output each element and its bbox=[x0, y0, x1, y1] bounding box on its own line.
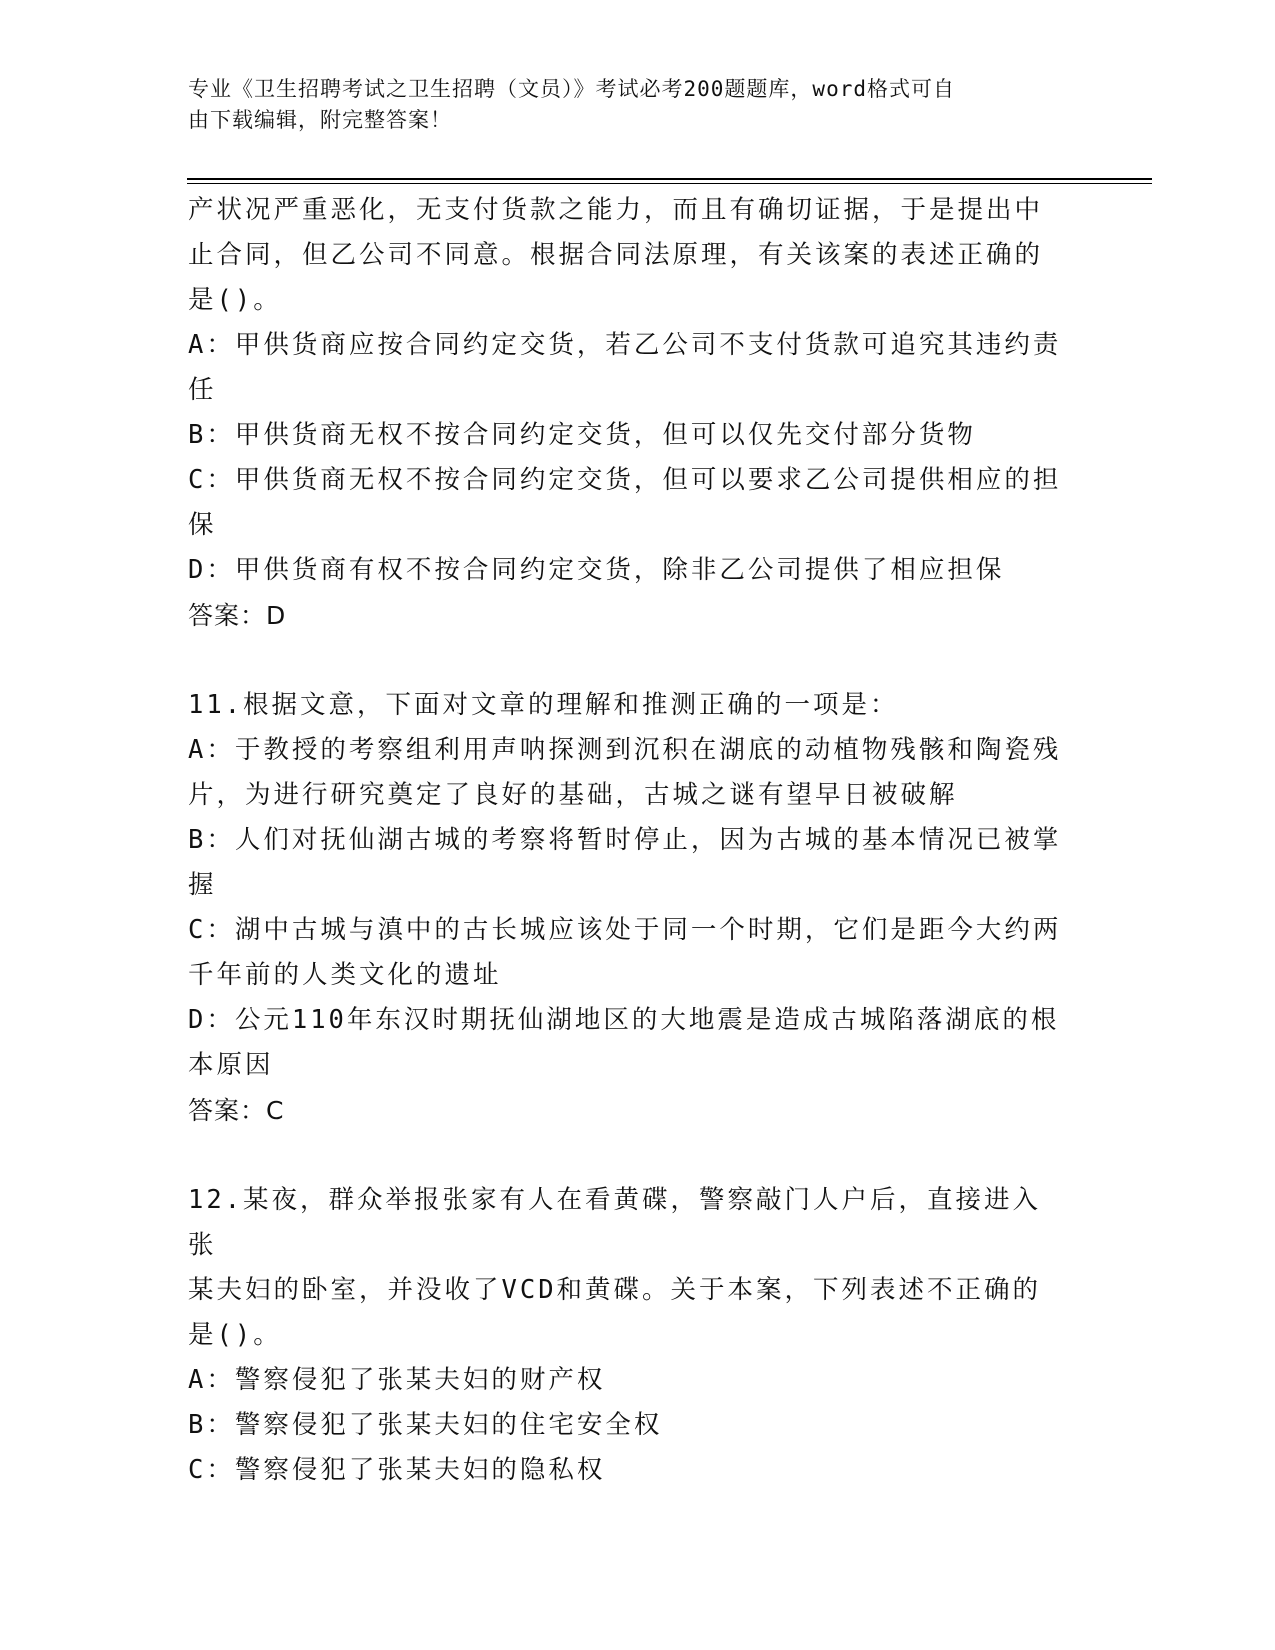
answer-line: 答案：D bbox=[188, 601, 287, 630]
document-body bbox=[188, 188, 1068, 1493]
option-a-line: 任 bbox=[188, 375, 217, 405]
option-a-line: A：于教授的考察组利用声呐探测到沉积在湖底的动植物残骸和陶瓷残 bbox=[188, 735, 1062, 765]
question-stem-line: 止合同，但乙公司不同意。根据合同法原理，有关该案的表述正确的 bbox=[188, 240, 1044, 270]
question-spacer bbox=[188, 638, 1068, 683]
question-stem-line: 11.根据文意，下面对文章的理解和推测正确的一项是： bbox=[188, 690, 899, 720]
option-b-line: B：甲供货商无权不按合同约定交货，但可以仅先交付部分货物 bbox=[188, 420, 976, 450]
header-title-line-1: 专业《卫生招聘考试之卫生招聘（文员）》考试必考200题题库，word格式可自 bbox=[188, 77, 955, 101]
option-a-line: A：警察侵犯了张某夫妇的财产权 bbox=[188, 1365, 606, 1395]
option-b-line: B：人们对抚仙湖古城的考察将暂时停止，因为古城的基本情况已被掌 bbox=[188, 825, 1062, 855]
option-d-line: D：公元110年东汉时期抚仙湖地区的大地震是造成古城陷落湖底的根 bbox=[188, 1005, 1060, 1035]
option-b-line: 握 bbox=[188, 870, 217, 900]
question-stem-line: 产状况严重恶化，无支付货款之能力，而且有确切证据，于是提出中 bbox=[188, 195, 1044, 225]
question-stem-line: 是()。 bbox=[188, 285, 282, 315]
option-a-line: 片，为进行研究奠定了良好的基础，古城之谜有望早日被破解 bbox=[188, 780, 958, 810]
question-12 bbox=[188, 1178, 1068, 1493]
option-d-line: 本原因 bbox=[188, 1050, 274, 1080]
header-divider-thick bbox=[187, 178, 1152, 180]
question-stem-line: 12.某夜，群众举报张家有人在看黄碟，警察敲门人户后，直接进入张 bbox=[188, 1185, 1042, 1260]
option-b-line: B：警察侵犯了张某夫妇的住宅安全权 bbox=[188, 1410, 663, 1440]
header-title-line-2: 由下载编辑，附完整答案！ bbox=[188, 108, 452, 132]
option-a-line: A：甲供货商应按合同约定交货，若乙公司不支付货款可追究其违约责 bbox=[188, 330, 1062, 360]
option-c-line: C：湖中古城与滇中的古长城应该处于同一个时期，它们是距今大约两 bbox=[188, 915, 1062, 945]
answer-line: 答案：C bbox=[188, 1096, 285, 1125]
question-10 bbox=[188, 188, 1068, 638]
option-c-line: 千年前的人类文化的遗址 bbox=[188, 960, 502, 990]
header-divider-thin bbox=[187, 183, 1152, 184]
option-c-line: 保 bbox=[188, 510, 217, 540]
question-stem-line: 某夫妇的卧室，并没收了VCD和黄碟。关于本案，下列表述不正确的 bbox=[188, 1275, 1042, 1305]
question-spacer bbox=[188, 1133, 1068, 1178]
document-header bbox=[188, 74, 1068, 136]
question-11 bbox=[188, 683, 1068, 1133]
option-c-line: C：警察侵犯了张某夫妇的隐私权 bbox=[188, 1455, 606, 1485]
question-stem-line: 是()。 bbox=[188, 1320, 282, 1350]
option-c-line: C：甲供货商无权不按合同约定交货，但可以要求乙公司提供相应的担 bbox=[188, 465, 1062, 495]
option-d-line: D：甲供货商有权不按合同约定交货，除非乙公司提供了相应担保 bbox=[188, 555, 1005, 585]
